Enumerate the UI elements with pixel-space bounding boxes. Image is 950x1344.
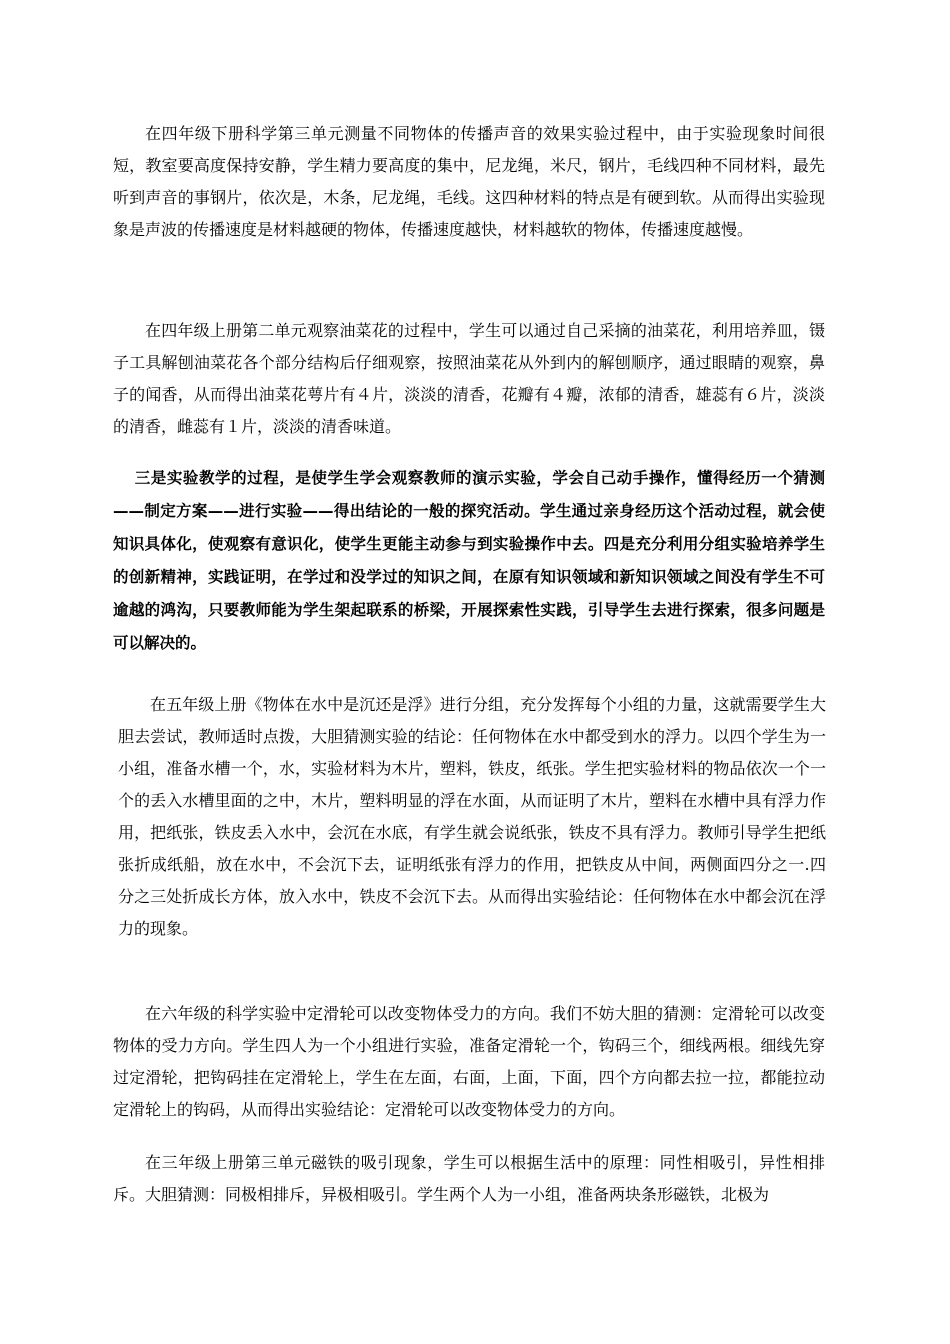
paragraph-sound-propagation: 在四年级下册科学第三单元测量不同物体的传播声音的效果实验过程中，由于实验现象时间很短，教室要高度保持安静，学生精力要高度的集中，尼龙绳，米尺，钢片，毛线四种不同材料，最先听到声音的事钢片，依次是，木条，尼龙绳，毛线。这四种材料的特点是有硬到软。从而得出实验现象是声波的传播速度是材料越硬的物体，传播速度越快，材料越软的物体，传播速度越慢。 xyxy=(113,124,825,239)
paragraph-fixed-pulley: 在六年级的科学实验中定滑轮可以改变物体受力的方向。我们不妨大胆的猜测：定滑轮可以改变物体的受力方向。学生四人为一个小组进行实验，准备定滑轮一个，钩码三个，细线两根。细线先穿过定滑轮，把钩码挂在定滑轮上，学生在左面，右面，上面，下面，四个方向都去拉一拉，都能拉动定滑轮上的钩码，从而得出实验结论：定滑轮可以改变物体受力的方向。 xyxy=(113,1004,825,1119)
paragraph-rapeseed-flower: 在四年级上册第二单元观察油菜花的过程中，学生可以通过自己采摘的油菜花，利用培养皿，镊子工具解刨油菜花各个部分结构后仔细观察，按照油菜花从外到内的解刨顺序，通过眼睛的观察，鼻子的闻香，从而得出油菜花萼片有４片，淡淡的清香，花瓣有４瓣，浓郁的清香，雄蕊有６片，淡淡的清香，雌蕊有１片，淡淡的清香味道。 xyxy=(113,321,825,436)
paragraph-magnet-attraction: 在三年级上册第三单元磁铁的吸引现象，学生可以根据生活中的原理：同性相吸引，异性相排斥。大胆猜测：同极相排斥，异极相吸引。学生两个人为一小组，准备两块条形磁铁，北极为 xyxy=(113,1153,825,1204)
paragraph-sink-or-float: 在五年级上册《物体在水中是沉还是浮》进行分组，充分发挥每个小组的力量，这就需要学生大胆去尝试，教师适时点拨，大胆猜测实验的结论：任何物体在水中都受到水的浮力。以四个学生为一小组，准备水槽一个，水，实验材料为木片，塑料，铁皮，纸张。学生把实验材料的物品依次一个一个的丢入水槽里面的之中，木片，塑料明显的浮在水面，从而证明了木片，塑料在水槽中具有浮力作用，把纸张，铁皮丢入水中，会沉在水底，有学生就会说纸张，铁皮不具有浮力。教师引导学生把纸张折成纸船，放在水中，不会沉下去，证明纸张有浮力的作用，把铁皮从中间，两侧面四分之一.四分之三处折成长方体，放入水中，铁皮不会沉下去。从而得出实验结论：任何物体在水中都会沉在浮力的现象。 xyxy=(118,695,826,938)
paragraph-experiment-teaching-bold: 三是实验教学的过程，是使学生学会观察教师的演示实验，学会自己动手操作，懂得经历一个猜测——制定方案——进行实验——得出结论的一般的探究活动。学生通过亲身经历这个活动过程，就会使知识具体化，使观察有意识化，使学生更能主动参与到实验操作中去。四是充分利用分组实验培养学生的创新精神，实践证明，在学过和没学过的知识之间，在原有知识领域和新知识领域之间没有学生不可逾越的鸿沟，只要教师能为学生架起联系的桥梁，开展探索性实践，引导学生去进行探索，很多问题是可以解决的。 xyxy=(113,469,825,652)
